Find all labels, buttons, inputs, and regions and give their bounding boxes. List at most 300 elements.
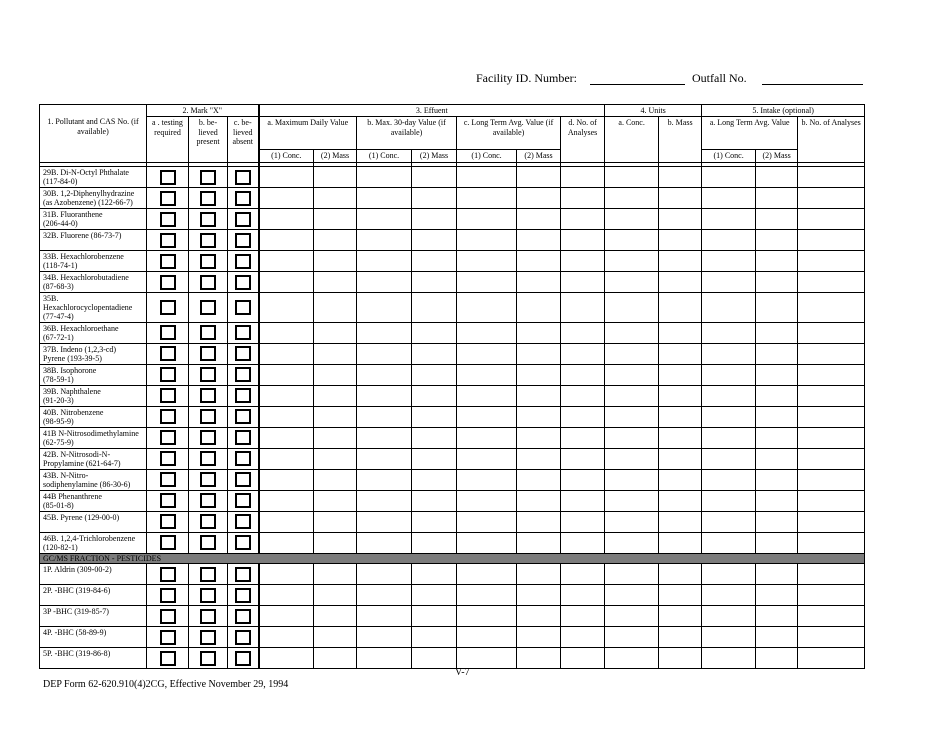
value-cell[interactable] — [605, 188, 659, 209]
value-cell[interactable] — [605, 532, 659, 553]
value-cell[interactable] — [314, 322, 357, 343]
value-cell[interactable] — [561, 427, 605, 448]
value-cell[interactable] — [605, 293, 659, 323]
value-cell[interactable] — [605, 364, 659, 385]
value-cell[interactable] — [561, 532, 605, 553]
value-cell[interactable] — [259, 606, 314, 627]
testing-required-checkbox[interactable] — [160, 514, 176, 529]
believed-absent-checkbox[interactable] — [235, 514, 251, 529]
value-cell[interactable] — [314, 188, 357, 209]
value-cell[interactable] — [561, 167, 605, 188]
value-cell[interactable] — [756, 490, 798, 511]
value-cell[interactable] — [314, 385, 357, 406]
value-cell[interactable] — [314, 272, 357, 293]
value-cell[interactable] — [517, 272, 561, 293]
testing-required-checkbox[interactable] — [160, 451, 176, 466]
value-cell[interactable] — [561, 322, 605, 343]
believed-present-checkbox[interactable] — [200, 651, 216, 666]
testing-required-checkbox[interactable] — [160, 651, 176, 666]
value-cell[interactable] — [259, 364, 314, 385]
value-cell[interactable] — [412, 209, 457, 230]
value-cell[interactable] — [259, 511, 314, 532]
believed-absent-checkbox[interactable] — [235, 451, 251, 466]
value-cell[interactable] — [517, 364, 561, 385]
value-cell[interactable] — [412, 585, 457, 606]
value-cell[interactable] — [412, 564, 457, 585]
testing-required-checkbox[interactable] — [160, 430, 176, 445]
believed-absent-checkbox[interactable] — [235, 300, 251, 315]
value-cell[interactable] — [702, 251, 756, 272]
value-cell[interactable] — [659, 230, 702, 251]
value-cell[interactable] — [561, 469, 605, 490]
value-cell[interactable] — [561, 627, 605, 648]
value-cell[interactable] — [756, 230, 798, 251]
value-cell[interactable] — [702, 627, 756, 648]
value-cell[interactable] — [605, 627, 659, 648]
value-cell[interactable] — [457, 188, 517, 209]
testing-required-checkbox[interactable] — [160, 535, 176, 550]
value-cell[interactable] — [259, 627, 314, 648]
value-cell[interactable] — [659, 322, 702, 343]
value-cell[interactable] — [756, 322, 798, 343]
value-cell[interactable] — [756, 167, 798, 188]
value-cell[interactable] — [702, 448, 756, 469]
value-cell[interactable] — [457, 322, 517, 343]
value-cell[interactable] — [798, 585, 865, 606]
believed-absent-checkbox[interactable] — [235, 325, 251, 340]
value-cell[interactable] — [517, 343, 561, 364]
value-cell[interactable] — [517, 648, 561, 669]
value-cell[interactable] — [457, 364, 517, 385]
believed-present-checkbox[interactable] — [200, 367, 216, 382]
value-cell[interactable] — [357, 606, 412, 627]
value-cell[interactable] — [357, 167, 412, 188]
value-cell[interactable] — [798, 293, 865, 323]
value-cell[interactable] — [457, 648, 517, 669]
value-cell[interactable] — [412, 469, 457, 490]
value-cell[interactable] — [357, 627, 412, 648]
value-cell[interactable] — [561, 343, 605, 364]
testing-required-checkbox[interactable] — [160, 254, 176, 269]
value-cell[interactable] — [798, 364, 865, 385]
value-cell[interactable] — [357, 448, 412, 469]
believed-absent-checkbox[interactable] — [235, 367, 251, 382]
value-cell[interactable] — [457, 167, 517, 188]
value-cell[interactable] — [314, 532, 357, 553]
value-cell[interactable] — [517, 406, 561, 427]
value-cell[interactable] — [605, 564, 659, 585]
value-cell[interactable] — [357, 585, 412, 606]
value-cell[interactable] — [561, 251, 605, 272]
value-cell[interactable] — [702, 648, 756, 669]
value-cell[interactable] — [561, 490, 605, 511]
value-cell[interactable] — [412, 448, 457, 469]
value-cell[interactable] — [357, 251, 412, 272]
value-cell[interactable] — [605, 272, 659, 293]
value-cell[interactable] — [659, 188, 702, 209]
value-cell[interactable] — [605, 606, 659, 627]
value-cell[interactable] — [798, 490, 865, 511]
value-cell[interactable] — [756, 585, 798, 606]
value-cell[interactable] — [259, 427, 314, 448]
value-cell[interactable] — [457, 606, 517, 627]
value-cell[interactable] — [412, 532, 457, 553]
value-cell[interactable] — [517, 469, 561, 490]
value-cell[interactable] — [457, 427, 517, 448]
value-cell[interactable] — [561, 511, 605, 532]
testing-required-checkbox[interactable] — [160, 212, 176, 227]
believed-present-checkbox[interactable] — [200, 588, 216, 603]
believed-present-checkbox[interactable] — [200, 630, 216, 645]
value-cell[interactable] — [412, 385, 457, 406]
testing-required-checkbox[interactable] — [160, 300, 176, 315]
value-cell[interactable] — [659, 251, 702, 272]
value-cell[interactable] — [561, 385, 605, 406]
value-cell[interactable] — [659, 585, 702, 606]
value-cell[interactable] — [357, 648, 412, 669]
value-cell[interactable] — [702, 364, 756, 385]
value-cell[interactable] — [517, 167, 561, 188]
value-cell[interactable] — [357, 322, 412, 343]
value-cell[interactable] — [457, 293, 517, 323]
value-cell[interactable] — [517, 585, 561, 606]
value-cell[interactable] — [561, 230, 605, 251]
value-cell[interactable] — [605, 490, 659, 511]
value-cell[interactable] — [605, 230, 659, 251]
testing-required-checkbox[interactable] — [160, 388, 176, 403]
believed-absent-checkbox[interactable] — [235, 233, 251, 248]
value-cell[interactable] — [702, 167, 756, 188]
value-cell[interactable] — [659, 293, 702, 323]
believed-present-checkbox[interactable] — [200, 451, 216, 466]
value-cell[interactable] — [357, 209, 412, 230]
believed-present-checkbox[interactable] — [200, 254, 216, 269]
value-cell[interactable] — [798, 272, 865, 293]
value-cell[interactable] — [798, 648, 865, 669]
value-cell[interactable] — [457, 585, 517, 606]
value-cell[interactable] — [259, 209, 314, 230]
believed-present-checkbox[interactable] — [200, 493, 216, 508]
value-cell[interactable] — [357, 230, 412, 251]
believed-absent-checkbox[interactable] — [235, 191, 251, 206]
value-cell[interactable] — [798, 188, 865, 209]
believed-present-checkbox[interactable] — [200, 325, 216, 340]
value-cell[interactable] — [457, 272, 517, 293]
value-cell[interactable] — [314, 167, 357, 188]
value-cell[interactable] — [756, 272, 798, 293]
believed-absent-checkbox[interactable] — [235, 630, 251, 645]
value-cell[interactable] — [259, 167, 314, 188]
value-cell[interactable] — [659, 532, 702, 553]
value-cell[interactable] — [457, 406, 517, 427]
value-cell[interactable] — [517, 188, 561, 209]
value-cell[interactable] — [702, 385, 756, 406]
value-cell[interactable] — [314, 293, 357, 323]
value-cell[interactable] — [314, 627, 357, 648]
value-cell[interactable] — [798, 564, 865, 585]
value-cell[interactable] — [605, 322, 659, 343]
value-cell[interactable] — [756, 427, 798, 448]
value-cell[interactable] — [412, 272, 457, 293]
value-cell[interactable] — [314, 606, 357, 627]
value-cell[interactable] — [457, 385, 517, 406]
value-cell[interactable] — [412, 251, 457, 272]
value-cell[interactable] — [756, 251, 798, 272]
believed-absent-checkbox[interactable] — [235, 212, 251, 227]
believed-present-checkbox[interactable] — [200, 472, 216, 487]
value-cell[interactable] — [357, 343, 412, 364]
value-cell[interactable] — [259, 188, 314, 209]
value-cell[interactable] — [798, 209, 865, 230]
value-cell[interactable] — [259, 385, 314, 406]
value-cell[interactable] — [457, 532, 517, 553]
value-cell[interactable] — [659, 406, 702, 427]
value-cell[interactable] — [259, 230, 314, 251]
value-cell[interactable] — [702, 469, 756, 490]
value-cell[interactable] — [561, 606, 605, 627]
value-cell[interactable] — [412, 167, 457, 188]
value-cell[interactable] — [702, 532, 756, 553]
value-cell[interactable] — [702, 406, 756, 427]
value-cell[interactable] — [517, 293, 561, 323]
value-cell[interactable] — [314, 251, 357, 272]
value-cell[interactable] — [314, 364, 357, 385]
testing-required-checkbox[interactable] — [160, 191, 176, 206]
value-cell[interactable] — [561, 188, 605, 209]
value-cell[interactable] — [561, 448, 605, 469]
value-cell[interactable] — [561, 564, 605, 585]
value-cell[interactable] — [357, 564, 412, 585]
value-cell[interactable] — [756, 385, 798, 406]
value-cell[interactable] — [798, 230, 865, 251]
value-cell[interactable] — [605, 648, 659, 669]
value-cell[interactable] — [517, 385, 561, 406]
value-cell[interactable] — [357, 364, 412, 385]
value-cell[interactable] — [517, 511, 561, 532]
value-cell[interactable] — [798, 511, 865, 532]
testing-required-checkbox[interactable] — [160, 493, 176, 508]
testing-required-checkbox[interactable] — [160, 233, 176, 248]
value-cell[interactable] — [314, 427, 357, 448]
value-cell[interactable] — [659, 448, 702, 469]
value-cell[interactable] — [605, 385, 659, 406]
believed-absent-checkbox[interactable] — [235, 472, 251, 487]
value-cell[interactable] — [798, 606, 865, 627]
believed-absent-checkbox[interactable] — [235, 170, 251, 185]
value-cell[interactable] — [798, 448, 865, 469]
value-cell[interactable] — [561, 585, 605, 606]
value-cell[interactable] — [412, 230, 457, 251]
value-cell[interactable] — [659, 272, 702, 293]
testing-required-checkbox[interactable] — [160, 346, 176, 361]
value-cell[interactable] — [357, 532, 412, 553]
value-cell[interactable] — [259, 343, 314, 364]
value-cell[interactable] — [412, 511, 457, 532]
believed-absent-checkbox[interactable] — [235, 588, 251, 603]
value-cell[interactable] — [314, 648, 357, 669]
value-cell[interactable] — [659, 385, 702, 406]
believed-present-checkbox[interactable] — [200, 300, 216, 315]
value-cell[interactable] — [561, 364, 605, 385]
value-cell[interactable] — [756, 343, 798, 364]
facility-id-field[interactable] — [590, 84, 685, 85]
value-cell[interactable] — [756, 188, 798, 209]
value-cell[interactable] — [702, 343, 756, 364]
testing-required-checkbox[interactable] — [160, 588, 176, 603]
value-cell[interactable] — [412, 490, 457, 511]
value-cell[interactable] — [702, 585, 756, 606]
value-cell[interactable] — [314, 406, 357, 427]
value-cell[interactable] — [659, 167, 702, 188]
value-cell[interactable] — [457, 564, 517, 585]
value-cell[interactable] — [357, 490, 412, 511]
testing-required-checkbox[interactable] — [160, 275, 176, 290]
value-cell[interactable] — [605, 469, 659, 490]
value-cell[interactable] — [702, 606, 756, 627]
testing-required-checkbox[interactable] — [160, 567, 176, 582]
value-cell[interactable] — [357, 272, 412, 293]
value-cell[interactable] — [314, 490, 357, 511]
value-cell[interactable] — [517, 209, 561, 230]
value-cell[interactable] — [259, 251, 314, 272]
testing-required-checkbox[interactable] — [160, 170, 176, 185]
believed-absent-checkbox[interactable] — [235, 430, 251, 445]
believed-present-checkbox[interactable] — [200, 535, 216, 550]
value-cell[interactable] — [412, 364, 457, 385]
value-cell[interactable] — [259, 490, 314, 511]
value-cell[interactable] — [457, 627, 517, 648]
value-cell[interactable] — [314, 209, 357, 230]
value-cell[interactable] — [561, 406, 605, 427]
believed-absent-checkbox[interactable] — [235, 388, 251, 403]
believed-absent-checkbox[interactable] — [235, 346, 251, 361]
believed-present-checkbox[interactable] — [200, 170, 216, 185]
value-cell[interactable] — [259, 585, 314, 606]
value-cell[interactable] — [259, 272, 314, 293]
value-cell[interactable] — [314, 343, 357, 364]
testing-required-checkbox[interactable] — [160, 630, 176, 645]
believed-present-checkbox[interactable] — [200, 275, 216, 290]
value-cell[interactable] — [659, 364, 702, 385]
value-cell[interactable] — [702, 427, 756, 448]
testing-required-checkbox[interactable] — [160, 472, 176, 487]
value-cell[interactable] — [357, 406, 412, 427]
value-cell[interactable] — [756, 532, 798, 553]
value-cell[interactable] — [798, 532, 865, 553]
value-cell[interactable] — [702, 293, 756, 323]
believed-present-checkbox[interactable] — [200, 233, 216, 248]
value-cell[interactable] — [798, 251, 865, 272]
believed-absent-checkbox[interactable] — [235, 493, 251, 508]
value-cell[interactable] — [756, 293, 798, 323]
value-cell[interactable] — [314, 585, 357, 606]
value-cell[interactable] — [457, 448, 517, 469]
value-cell[interactable] — [798, 406, 865, 427]
value-cell[interactable] — [605, 251, 659, 272]
value-cell[interactable] — [756, 406, 798, 427]
value-cell[interactable] — [605, 167, 659, 188]
testing-required-checkbox[interactable] — [160, 609, 176, 624]
value-cell[interactable] — [457, 490, 517, 511]
value-cell[interactable] — [314, 511, 357, 532]
believed-absent-checkbox[interactable] — [235, 609, 251, 624]
value-cell[interactable] — [702, 209, 756, 230]
value-cell[interactable] — [659, 343, 702, 364]
value-cell[interactable] — [659, 490, 702, 511]
value-cell[interactable] — [605, 511, 659, 532]
value-cell[interactable] — [259, 322, 314, 343]
value-cell[interactable] — [756, 448, 798, 469]
value-cell[interactable] — [798, 469, 865, 490]
value-cell[interactable] — [659, 648, 702, 669]
believed-present-checkbox[interactable] — [200, 212, 216, 227]
believed-absent-checkbox[interactable] — [235, 567, 251, 582]
value-cell[interactable] — [756, 469, 798, 490]
believed-present-checkbox[interactable] — [200, 514, 216, 529]
value-cell[interactable] — [659, 606, 702, 627]
believed-present-checkbox[interactable] — [200, 409, 216, 424]
value-cell[interactable] — [457, 511, 517, 532]
value-cell[interactable] — [702, 188, 756, 209]
value-cell[interactable] — [457, 343, 517, 364]
testing-required-checkbox[interactable] — [160, 325, 176, 340]
value-cell[interactable] — [702, 230, 756, 251]
value-cell[interactable] — [756, 209, 798, 230]
value-cell[interactable] — [659, 627, 702, 648]
believed-present-checkbox[interactable] — [200, 191, 216, 206]
value-cell[interactable] — [756, 364, 798, 385]
value-cell[interactable] — [798, 385, 865, 406]
outfall-field[interactable] — [762, 84, 863, 85]
testing-required-checkbox[interactable] — [160, 409, 176, 424]
value-cell[interactable] — [412, 427, 457, 448]
believed-absent-checkbox[interactable] — [235, 651, 251, 666]
value-cell[interactable] — [412, 406, 457, 427]
value-cell[interactable] — [412, 648, 457, 669]
value-cell[interactable] — [605, 209, 659, 230]
value-cell[interactable] — [457, 251, 517, 272]
value-cell[interactable] — [259, 406, 314, 427]
believed-present-checkbox[interactable] — [200, 430, 216, 445]
value-cell[interactable] — [659, 564, 702, 585]
believed-absent-checkbox[interactable] — [235, 535, 251, 550]
value-cell[interactable] — [605, 343, 659, 364]
value-cell[interactable] — [357, 469, 412, 490]
value-cell[interactable] — [561, 648, 605, 669]
believed-present-checkbox[interactable] — [200, 609, 216, 624]
value-cell[interactable] — [412, 627, 457, 648]
value-cell[interactable] — [412, 293, 457, 323]
value-cell[interactable] — [605, 585, 659, 606]
value-cell[interactable] — [659, 427, 702, 448]
value-cell[interactable] — [798, 167, 865, 188]
value-cell[interactable] — [659, 469, 702, 490]
believed-present-checkbox[interactable] — [200, 567, 216, 582]
value-cell[interactable] — [561, 209, 605, 230]
value-cell[interactable] — [756, 627, 798, 648]
value-cell[interactable] — [702, 490, 756, 511]
testing-required-checkbox[interactable] — [160, 367, 176, 382]
value-cell[interactable] — [702, 511, 756, 532]
value-cell[interactable] — [798, 343, 865, 364]
value-cell[interactable] — [702, 322, 756, 343]
value-cell[interactable] — [412, 343, 457, 364]
value-cell[interactable] — [517, 427, 561, 448]
value-cell[interactable] — [756, 564, 798, 585]
value-cell[interactable] — [259, 469, 314, 490]
value-cell[interactable] — [702, 272, 756, 293]
value-cell[interactable] — [517, 322, 561, 343]
